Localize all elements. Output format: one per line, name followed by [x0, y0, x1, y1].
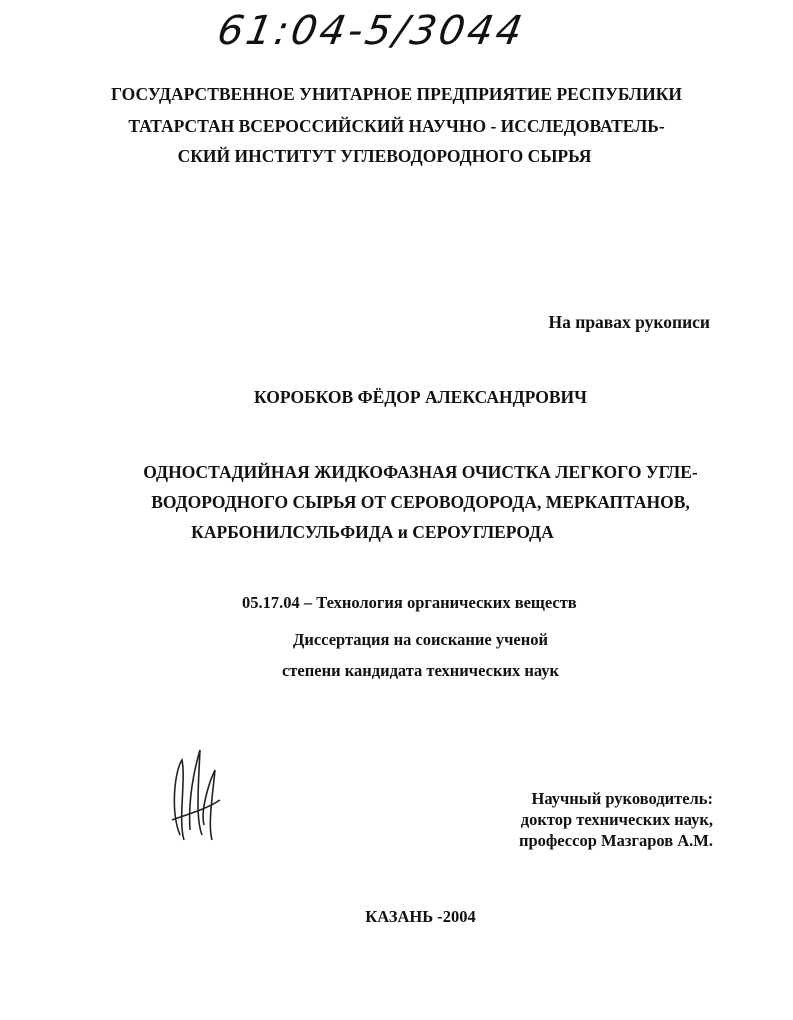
handwritten-catalog-number: 61:04-5/3044 — [213, 8, 529, 54]
title-line-3: КАРБОНИЛСУЛЬФИДА и СЕРОУГЛЕРОДА — [191, 522, 554, 542]
manuscript-note: На правах рукописи — [548, 312, 710, 332]
supervisor-degree: доктор технических наук, — [520, 810, 713, 829]
signature — [160, 740, 230, 850]
supervisor-label: Научный руководитель: — [531, 789, 713, 808]
degree-line-1: Диссертация на соискание ученой — [292, 630, 548, 649]
title-line-1: ОДНОСТАДИЙНАЯ ЖИДКОФАЗНАЯ ОЧИСТКА ЛЕГКОГО УГЛЕ- — [143, 462, 698, 482]
supervisor-name: профессор Мазгаров А.М. — [518, 831, 713, 850]
organization-line-1: ГОСУДАРСТВЕННОЕ УНИТАРНОЕ ПРЕДПРИЯТИЕ РЕСПУБЛИКИ — [110, 84, 683, 104]
title-line-2: ВОДОРОДНОГО СЫРЬЯ ОТ СЕРОВОДОРОДА, МЕРКАПТАНОВ, — [151, 492, 690, 512]
organization-line-2: ТАТАРСТАН ВСЕРОССИЙСКИЙ НАУЧНО - ИССЛЕДОВАТЕЛЬ- — [128, 116, 665, 136]
author-name: КОРОБКОВ ФЁДОР АЛЕКСАНДРОВИЧ — [254, 387, 587, 407]
city-year: КАЗАНЬ -2004 — [365, 907, 476, 926]
degree-line-2: степени кандидата технических наук — [281, 661, 560, 680]
specialty: 05.17.04 – Технология органических веществ — [242, 593, 577, 612]
organization-line-3: СКИЙ ИНСТИТУТ УГЛЕВОДОРОДНОГО СЫРЬЯ — [177, 146, 592, 166]
